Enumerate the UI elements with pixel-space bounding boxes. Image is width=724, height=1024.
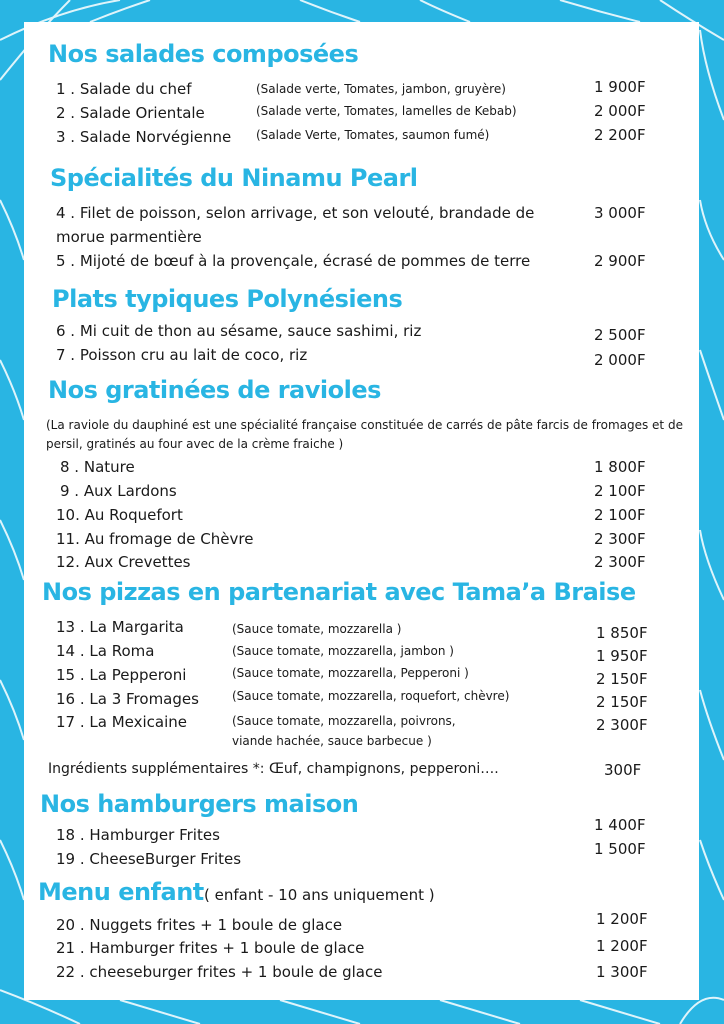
section-title-hamburgers: Nos hamburgers maison (40, 790, 359, 818)
menu-item-price: 3 000F (594, 204, 646, 222)
menu-item-price: 2 100F (594, 506, 646, 524)
menu-item-label-continued: morue parmentière (56, 228, 202, 246)
menu-item-description: (Sauce tomate, mozzarella, roquefort, chèvre) (232, 689, 510, 703)
menu-item-price: 1 950F (596, 647, 648, 665)
section-title-typiques: Plats typiques Polynésiens (52, 285, 403, 313)
section-title-ravioles: Nos gratinées de ravioles (48, 376, 381, 404)
menu-item-label: 22 . cheeseburger frites + 1 boule de glace (56, 963, 383, 981)
menu-item-label: 2 . Salade Orientale (56, 104, 205, 122)
menu-item-price: 1 800F (594, 458, 646, 476)
menu-item-price: 2 000F (594, 351, 646, 369)
menu-item-price: 1 200F (596, 937, 648, 955)
menu-item-label: 20 . Nuggets frites + 1 boule de glace (56, 916, 343, 934)
menu-item-description: (Sauce tomate, mozzarella ) (232, 622, 402, 636)
enfant-subtitle: ( enfant - 10 ans uniquement ) (204, 886, 435, 904)
menu-item-price: 1 300F (596, 963, 648, 981)
extra-ingredients-label: Ingrédients supplémentaires *: Œuf, champignons, pepperoni…. (48, 761, 499, 777)
menu-item-price: 2 150F (596, 670, 648, 688)
menu-item-price: 1 850F (596, 624, 648, 642)
menu-item-price: 2 100F (594, 482, 646, 500)
menu-item-price: 1 500F (594, 840, 646, 858)
menu-item-label: 15 . La Pepperoni (56, 666, 187, 684)
menu-item-description: (Sauce tomate, mozzarella, poivrons, (232, 714, 456, 728)
menu-item-label: 1 . Salade du chef (56, 80, 192, 98)
ravioles-note: (La raviole du dauphiné est une spécialité française constituée de carrés de pâte farcis de fromages et de persil, gratinés au four avec de la crème fraiche ) (46, 418, 683, 451)
menu-item-price: 2 500F (594, 326, 646, 344)
menu-item-label: 5 . Mijoté de bœuf à la provençale, écrasé de pommes de terre (56, 252, 531, 270)
menu-item-price: 2 150F (596, 693, 648, 711)
section-title-specialites: Spécialités du Ninamu Pearl (50, 164, 418, 192)
menu-item-price: 2 900F (594, 252, 646, 270)
menu-item-label: 8 . Nature (60, 458, 135, 476)
menu-item-label: 19 . CheeseBurger Frites (56, 850, 242, 868)
menu-item-price: 1 400F (594, 816, 646, 834)
menu-item-label: 17 . La Mexicaine (56, 713, 188, 731)
menu-item-label: 6 . Mi cuit de thon au sésame, sauce sashimi, riz (56, 322, 422, 340)
section-title-pizzas: Nos pizzas en partenariat avec Tama’a Braise (42, 578, 636, 606)
menu-item-label: 11. Au fromage de Chèvre (56, 530, 254, 548)
menu-item-price: 2 000F (594, 102, 646, 120)
menu-item-label: 3 . Salade Norvégienne (56, 128, 232, 146)
section-title-enfant: Menu enfant (38, 878, 204, 906)
section-title-salades: Nos salades composées (48, 40, 359, 68)
menu-item-label: 16 . La 3 Fromages (56, 690, 199, 708)
menu-item-label: 13 . La Margarita (56, 618, 184, 636)
menu-item-description: (Sauce tomate, mozzarella, jambon ) (232, 644, 454, 658)
extra-ingredients-price: 300F (604, 761, 642, 779)
menu-item-label: 4 . Filet de poisson, selon arrivage, et son velouté, brandade de (56, 204, 535, 222)
menu-item-label: 18 . Hamburger Frites (56, 826, 220, 844)
menu-item-label: 7 . Poisson cru au lait de coco, riz (56, 346, 308, 364)
menu-item-description: (Salade verte, Tomates, jambon, gruyère) (256, 82, 506, 96)
menu-item-label: 10. Au Roquefort (56, 506, 183, 524)
menu-item-label: 14 . La Roma (56, 642, 155, 660)
menu-item-description-continued: viande hachée, sauce barbecue ) (232, 734, 432, 748)
menu-item-price: 2 300F (596, 716, 648, 734)
menu-item-label: 21 . Hamburger frites + 1 boule de glace (56, 939, 365, 957)
menu-item-description: (Salade Verte, Tomates, saumon fumé) (256, 128, 490, 142)
menu-item-price: 1 200F (596, 910, 648, 928)
menu-item-description: (Salade verte, Tomates, lamelles de Kebab) (256, 104, 517, 118)
menu-item-description: (Sauce tomate, mozzarella, Pepperoni ) (232, 666, 469, 680)
menu-item-price: 2 300F (594, 553, 646, 571)
menu-item-price: 1 900F (594, 78, 646, 96)
menu-item-label: 9 . Aux Lardons (60, 482, 177, 500)
menu-item-price: 2 300F (594, 530, 646, 548)
menu-item-price: 2 200F (594, 126, 646, 144)
menu-item-label: 12. Aux Crevettes (56, 553, 191, 571)
